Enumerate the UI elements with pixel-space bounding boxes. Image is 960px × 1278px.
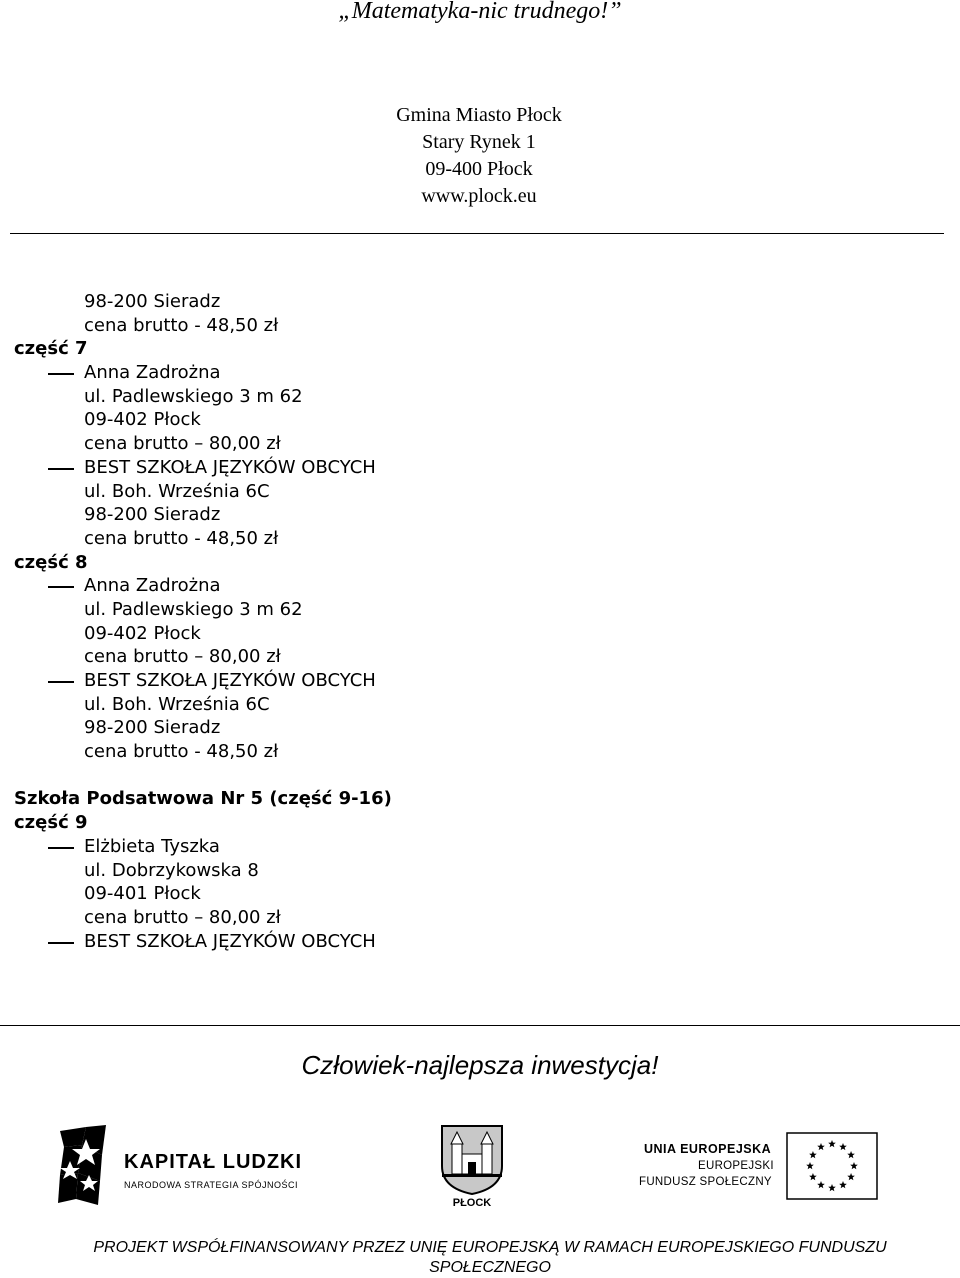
- entry-text: cena brutto – 80,00 zł: [84, 433, 281, 455]
- entry-text: cena brutto - 48,50 zł: [84, 527, 279, 549]
- plock-logo-label: PŁOCK: [452, 1197, 492, 1209]
- entry-text: cena brutto - 48,50 zł: [84, 741, 279, 763]
- entry-text: BEST SZKOŁA JĘZYKÓW OBCYCH: [84, 930, 376, 952]
- offer-entry-start: [14, 361, 392, 385]
- offer-entry-detail: [14, 693, 392, 717]
- section-heading: część 7: [14, 338, 88, 360]
- header-divider: [10, 233, 944, 234]
- address-block: [0, 102, 960, 210]
- section-heading: część 8: [14, 551, 88, 573]
- entry-text: 98-200 Sieradz: [84, 291, 221, 312]
- kapital-ludzki-logo: [56, 1125, 306, 1215]
- footer-line-1: PROJEKT WSPÓŁFINANSOWANY PRZEZ UNIĘ EUROPEJSKĄ W RAMACH EUROPEJSKIEGO FUNDUSZU: [93, 1239, 887, 1256]
- entry-text: 98-200 Sieradz: [84, 717, 221, 739]
- offer-entry-start: [14, 930, 392, 954]
- plock-coat-of-arms: [438, 1122, 506, 1217]
- entry-text: 98-200 Sieradz: [84, 504, 221, 526]
- eu-logo-line3: FUNDUSZ SPOŁECZNY: [639, 1176, 772, 1188]
- entry-text: Elżbieta Tyszka: [84, 835, 220, 857]
- address-website: www.plock.eu: [421, 185, 537, 207]
- section-heading: Szkoła Podsatwowa Nr 5 (część 9-16): [14, 788, 392, 810]
- entry-text: cena brutto - 48,50 zł: [84, 314, 279, 336]
- offer-entry-detail: [14, 882, 392, 906]
- spacer: [14, 764, 392, 788]
- entry-text: BEST SZKOŁA JĘZYKÓW OBCYCH: [84, 456, 376, 478]
- plock-shield-icon: [438, 1122, 506, 1197]
- footer-line-2: SPOŁECZNEGO: [429, 1259, 551, 1276]
- offer-entry-detail: [14, 645, 392, 669]
- footer-divider: [0, 1025, 960, 1026]
- offer-entry-detail: [14, 622, 392, 646]
- eu-flag-icon: [786, 1132, 878, 1200]
- offer-entry-detail: [14, 480, 392, 504]
- offer-entry-detail: [14, 290, 392, 314]
- dash-bullet-icon: [48, 681, 74, 683]
- offer-entry-detail: [14, 740, 392, 764]
- eu-logo-title: UNIA EUROPEJSKA: [644, 1142, 772, 1156]
- offer-entry-detail: [14, 314, 392, 338]
- kapital-ludzki-emblem-icon: [56, 1125, 108, 1205]
- offer-entry-detail: [14, 716, 392, 740]
- offer-entry-detail: [14, 527, 392, 551]
- eu-logo: [636, 1140, 916, 1200]
- eu-logo-line2: EUROPEJSKI: [698, 1160, 774, 1172]
- section-heading: część 9: [14, 812, 88, 834]
- offer-entry-detail: [14, 859, 392, 883]
- address-institution: Gmina Miasto Płock: [396, 104, 562, 126]
- header-motto: „Matematyka-nic trudnego!”: [338, 0, 622, 24]
- offer-entry-detail: [14, 432, 392, 456]
- offer-entry-detail: [14, 906, 392, 930]
- offer-entry-start: [14, 456, 392, 480]
- entry-text: cena brutto – 80,00 zł: [84, 906, 281, 928]
- entry-text: cena brutto – 80,00 zł: [84, 646, 281, 668]
- footer-note: [40, 1238, 940, 1278]
- dash-bullet-icon: [48, 373, 74, 375]
- offer-entry-detail: [14, 408, 392, 432]
- offer-list: [14, 290, 392, 953]
- entry-text: ul. Boh. Września 6C: [84, 480, 270, 502]
- entry-text: 09-401 Płock: [84, 883, 201, 905]
- dash-bullet-icon: [48, 942, 74, 944]
- bottom-motto: Człowiek-najlepsza inwestycja!: [301, 1050, 659, 1080]
- address-street: Stary Rynek 1: [422, 131, 536, 153]
- entry-text: 09-402 Płock: [84, 622, 201, 644]
- address-city: 09-400 Płock: [425, 158, 533, 180]
- entry-text: BEST SZKOŁA JĘZYKÓW OBCYCH: [84, 670, 376, 691]
- offer-entry-start: [14, 835, 392, 859]
- entry-text: ul. Dobrzykowska 8: [84, 859, 259, 881]
- offer-entry-detail: [14, 503, 392, 527]
- offer-entry-detail: [14, 385, 392, 409]
- kapital-ludzki-title: KAPITAŁ LUDZKI: [124, 1151, 303, 1173]
- dash-bullet-icon: [48, 847, 74, 849]
- offer-entry-start: [14, 574, 392, 598]
- entry-text: ul. Padlewskiego 3 m 62: [84, 598, 303, 620]
- entry-text: ul. Boh. Września 6C: [84, 693, 270, 715]
- entry-text: Anna Zadrożna: [84, 362, 221, 384]
- offer-entry-detail: [14, 598, 392, 622]
- kapital-ludzki-subtitle: NARODOWA STRATEGIA SPÓJNOŚCI: [124, 1180, 299, 1190]
- dash-bullet-icon: [48, 586, 74, 588]
- entry-text: ul. Padlewskiego 3 m 62: [84, 385, 303, 407]
- entry-text: 09-402 Płock: [84, 409, 201, 431]
- dash-bullet-icon: [48, 468, 74, 470]
- offer-entry-start: [14, 669, 392, 693]
- entry-text: Anna Zadrożna: [84, 575, 221, 597]
